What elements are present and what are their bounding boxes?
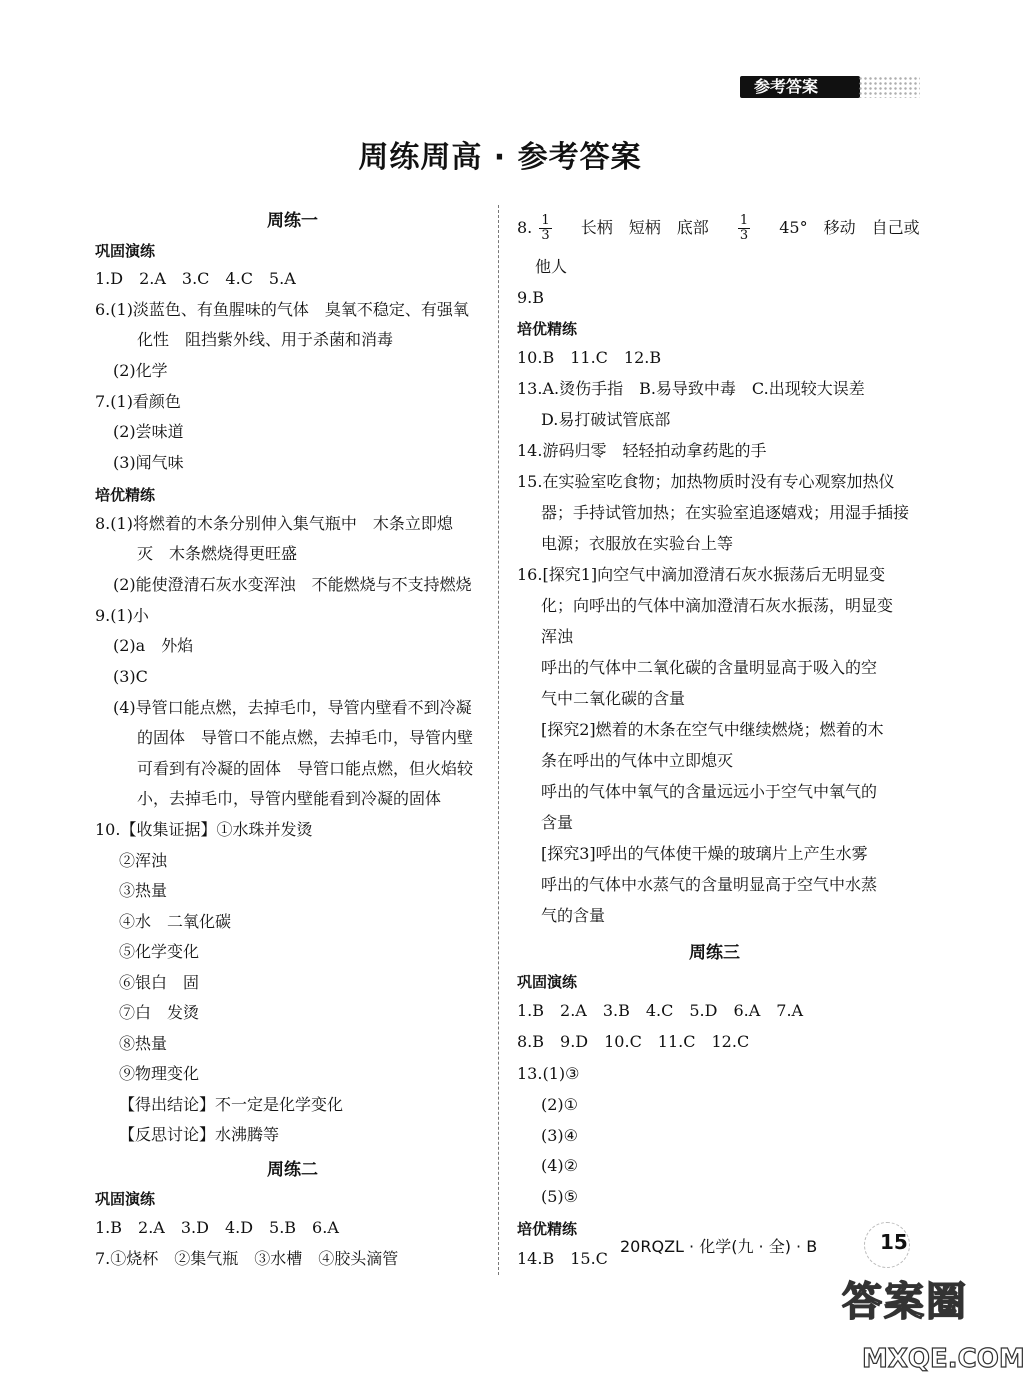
answer-line: 【反思讨论】水沸腾等: [119, 1125, 280, 1144]
answer-line: 8.(1)将燃着的木条分别伸入集气瓶中 木条立即熄: [95, 514, 453, 533]
answer-line: 8.B 9.D 10.C 11.C 12.C: [517, 1032, 750, 1051]
answer-line: [探究2]燃着的木条在空气中继续燃烧；燃着的木: [541, 720, 884, 739]
answer-line: (2)能使澄清石灰水变浑浊 不能燃烧与不支持燃烧: [113, 575, 472, 594]
answer-line: 器；手持试管加热；在实验室追逐嬉戏；用湿手插接: [541, 503, 910, 522]
section-heading-week3: 周练三: [689, 943, 740, 963]
answer-line: ②浑浊: [119, 851, 168, 870]
header-tag-label: 参考答案: [754, 77, 819, 96]
answer-line: 化性 阻挡紫外线、用于杀菌和消毒: [137, 330, 394, 349]
subheading-advanced: 培优精练: [517, 1220, 578, 1238]
answer-line: 化；向呼出的气体中滴加澄清石灰水振荡，明显变: [541, 596, 894, 615]
answer-line: 呼出的气体中水蒸气的含量明显高于空气中水蒸: [541, 875, 878, 894]
answer-line: 呼出的气体中二氧化碳的含量明显高于吸入的空: [541, 658, 878, 677]
answer-line: 浑浊: [541, 627, 574, 646]
answer-text: 长柄 短柄 底部: [580, 218, 709, 237]
answer-line: ③热量: [119, 881, 168, 900]
answer-line: 10.B 11.C 12.B: [517, 348, 662, 367]
answer-line: 16.[探究1]向空气中滴加澄清石灰水振荡后无明显变: [517, 565, 886, 584]
answer-line: 电源；衣服放在实验台上等: [541, 534, 734, 553]
answer-line: ⑧热量: [119, 1034, 168, 1053]
answer-line: (4)导管口能点燃，去掉毛巾，导管内壁看不到冷凝: [113, 698, 472, 717]
answer-text: 45° 移动 自己或: [779, 218, 920, 237]
subheading-advanced: 培优精练: [517, 320, 578, 338]
answer-line: 的固体 导管口不能点燃，去掉毛巾，导管内壁: [137, 728, 474, 747]
answer-line: 15.在实验室吃食物；加热物质时没有专心观察加热仪: [517, 472, 895, 491]
answer-line: 14.B 15.C: [517, 1249, 608, 1268]
answer-line: 【得出结论】不一定是化学变化: [119, 1095, 344, 1114]
answer-line: 气中二氧化碳的含量: [541, 689, 686, 708]
header-tag-dots: [858, 76, 920, 98]
answer-line: ⑤化学变化: [119, 942, 200, 961]
section-heading-week1: 周练一: [267, 211, 318, 231]
answer-line: D.易打破试管底部: [541, 410, 671, 429]
answer-line: 9.(1)小: [95, 606, 149, 625]
answer-line: 1.B 2.A 3.D 4.D 5.B 6.A: [95, 1218, 339, 1237]
fraction-numerator: 1: [541, 213, 550, 228]
answer-line-fractions: [517, 208, 920, 248]
answer-line: 呼出的气体中氧气的含量远远小于空气中氧气的: [541, 782, 878, 801]
footer-book-code: 20RQZL · 化学(九 · 全) · B: [620, 1237, 818, 1256]
answer-line: 7.①烧杯 ②集气瓶 ③水槽 ④胶头滴管: [95, 1249, 399, 1268]
answer-line: 14.游码归零 轻轻拍动拿药匙的手: [517, 441, 767, 460]
answer-line: [探究3]呼出的气体使干燥的玻璃片上产生水雾: [541, 844, 868, 863]
answer-line: (4)②: [541, 1156, 579, 1175]
answer-line: 灭 木条燃烧得更旺盛: [137, 544, 298, 563]
header-tag: [740, 68, 920, 102]
answer-line: 1.D 2.A 3.C 4.C 5.A: [95, 269, 296, 288]
answer-line: 7.(1)看颜色: [95, 392, 181, 411]
answer-line: 13.(1)③: [517, 1064, 580, 1083]
subheading-consolidate: 巩固演练: [95, 1190, 156, 1208]
subheading-consolidate: 巩固演练: [517, 973, 578, 991]
answer-line: 小，去掉毛巾，导管内壁能看到冷凝的固体: [137, 789, 442, 808]
subheading-advanced: 培优精练: [95, 486, 156, 504]
answer-line: 含量: [541, 813, 574, 832]
answer-line: (2)尝味道: [113, 422, 184, 441]
answer-prefix: 8.: [517, 218, 533, 237]
answer-line: 气的含量: [541, 906, 606, 925]
answer-line: ④水 二氧化碳: [119, 912, 232, 931]
fraction-denominator: 3: [541, 228, 550, 243]
fraction-denominator: 3: [739, 228, 749, 243]
answer-line: 13.A.烫伤手指 B.易导致中毒 C.出现较大误差: [517, 379, 865, 398]
subheading-consolidate: 巩固演练: [95, 242, 156, 260]
watermark: [842, 1260, 1025, 1385]
watermark-text: 答案圈: [842, 1279, 968, 1325]
answer-line: 条在呼出的气体中立即熄灭: [541, 751, 734, 770]
answer-line: ⑥银白 固: [119, 973, 200, 992]
answer-line: (2)①: [541, 1095, 579, 1114]
answer-line: ⑨物理变化: [119, 1064, 200, 1083]
watermark-url: MXQE.COM: [862, 1344, 1025, 1374]
answer-line: 他人: [535, 257, 568, 276]
fraction: [539, 214, 551, 243]
answer-line: (2)a 外焰: [113, 636, 194, 655]
page-title: 周练周高 · 参考答案: [358, 140, 642, 175]
answer-line: (2)化学: [113, 361, 168, 380]
answer-line: (3)闻气味: [113, 453, 184, 472]
answer-line: 10.【收集证据】①水珠并发烫: [95, 820, 313, 839]
answer-line: ⑦白 发烫: [119, 1003, 200, 1022]
answer-line: (3)C: [113, 667, 148, 686]
answer-line: 1.B 2.A 3.B 4.C 5.D 6.A 7.A: [517, 1001, 804, 1020]
fraction-numerator: 1: [739, 213, 749, 228]
column-divider: [498, 205, 499, 1275]
page-number: 15: [880, 1230, 908, 1254]
fraction: [738, 214, 750, 243]
answer-line: 9.B: [517, 288, 545, 307]
answer-line: 可看到有冷凝的固体 导管口能点燃，但火焰较: [137, 759, 474, 778]
section-heading-week2: 周练二: [267, 1160, 318, 1180]
answer-line: (3)④: [541, 1126, 579, 1145]
answer-line: (5)⑤: [541, 1187, 579, 1206]
answer-line: 6.(1)淡蓝色、有鱼腥味的气体 臭氧不稳定、有强氧: [95, 300, 469, 319]
